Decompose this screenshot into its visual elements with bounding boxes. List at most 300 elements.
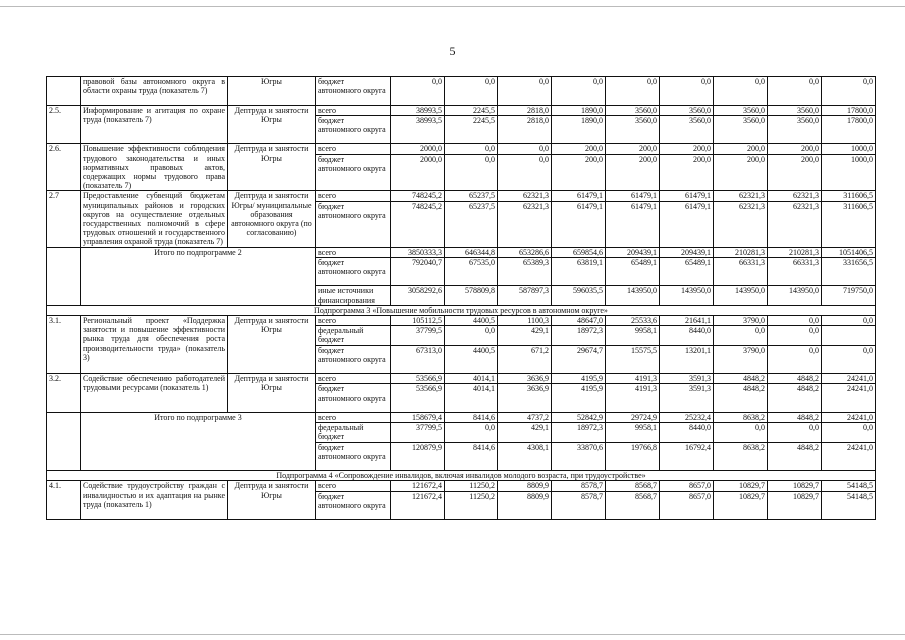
- value: 0,0: [768, 345, 821, 374]
- value-cell: [606, 247, 660, 305]
- value: 0,0: [863, 315, 873, 325]
- funding-source-label: федеральный бюджет: [316, 422, 390, 441]
- value-cell: [822, 247, 876, 305]
- table-row: [47, 191, 876, 247]
- value: 17800,0: [847, 105, 873, 115]
- item-number: 2.7: [47, 191, 81, 247]
- value: 748245,2: [391, 201, 444, 230]
- empty-num-cell: [47, 412, 81, 470]
- value: 65237,5: [469, 191, 495, 201]
- item-name: Региональный проект «Поддержка занятости и повышение эффективности рынка труда для обеспечения роста производительности труда» (показатель 3): [81, 315, 228, 373]
- funding-source-label: бюджет автономного округа: [316, 345, 390, 374]
- value: 52842,9: [577, 412, 603, 422]
- value: 8809,9: [527, 481, 549, 491]
- value: 0,0: [809, 77, 819, 86]
- value-cell: [606, 77, 660, 106]
- value-cell: [660, 374, 714, 413]
- value: 3636,9: [498, 383, 551, 412]
- value: 65489,1: [660, 257, 713, 286]
- value-cell: [445, 77, 498, 106]
- value: 4191,3: [635, 374, 657, 384]
- value-cell: [606, 481, 660, 520]
- value: 3560,0: [660, 115, 713, 144]
- value: 0,0: [485, 77, 495, 86]
- value-cell: [768, 412, 822, 470]
- value: 3058292,6: [391, 285, 444, 304]
- table-row: [47, 144, 876, 191]
- value: 719750,0: [822, 285, 875, 304]
- value: 0,0: [539, 144, 549, 154]
- item-name: Предоставление субвенций бюджетам муниципальных районов и городских округов на осуществление отдельных государственных полномочий в сфере трудовых отношений и государственного управления охраной труда (показатель 7): [81, 191, 228, 247]
- value-cell: [445, 412, 498, 470]
- item-name: Содействие обеспечению работодателей трудовыми ресурсами (показатель 1): [81, 374, 228, 413]
- value-cell: [714, 144, 768, 191]
- value: 29674,7: [552, 345, 605, 374]
- value: 200,0: [768, 154, 821, 183]
- value-cell: [660, 315, 714, 373]
- value: 9958,1: [606, 422, 659, 441]
- value: 17800,0: [822, 115, 875, 144]
- value-cell: [498, 191, 552, 247]
- value-cell: [822, 412, 876, 470]
- value-cell: [552, 144, 606, 191]
- value: 200,0: [660, 154, 713, 183]
- value: 331656,5: [822, 257, 875, 286]
- value-cell: [714, 77, 768, 106]
- table-row: [47, 481, 876, 520]
- value: 121672,4: [391, 491, 444, 520]
- value: 3560,0: [797, 105, 819, 115]
- value: 53566,9: [391, 383, 444, 412]
- value-cell: [552, 315, 606, 373]
- total-row: [47, 247, 876, 305]
- value: 143950,0: [606, 285, 659, 304]
- value: 0,0: [768, 422, 821, 441]
- value: 4014,1: [445, 383, 497, 412]
- value-cell: [552, 247, 606, 305]
- item-name: Содействие трудоустройству граждан с инвалидностью и их адаптация на рынке труда (показатель 1): [81, 481, 228, 520]
- value: 578809,8: [445, 285, 497, 304]
- value: 24241,0: [847, 374, 873, 384]
- value: 2000,0: [391, 154, 444, 183]
- value: 54148,5: [822, 491, 875, 520]
- financing-table: [46, 76, 876, 520]
- value: 0,0: [714, 325, 767, 344]
- value-cell: [660, 144, 714, 191]
- value: 25232,4: [685, 412, 711, 422]
- funding-source-label: бюджет автономного округа: [316, 115, 390, 144]
- value: 1051406,5: [839, 247, 873, 257]
- value-cell: [391, 105, 445, 144]
- table-row: [47, 374, 876, 413]
- value-cell: [822, 105, 876, 144]
- value: 209439,1: [627, 247, 657, 257]
- value: 653286,6: [519, 247, 549, 257]
- value-cell: [606, 105, 660, 144]
- value: 61479,1: [660, 201, 713, 230]
- total-label: Итого по подпрограмме 3: [81, 412, 316, 470]
- value: 8568,7: [635, 481, 657, 491]
- table-row: [47, 77, 876, 106]
- funding-source-label: всего: [318, 412, 337, 422]
- value-cell: [768, 374, 822, 413]
- value-cell: [714, 247, 768, 305]
- value: 587897,3: [498, 285, 551, 304]
- value: 38993,5: [416, 105, 442, 115]
- value: 200,0: [606, 154, 659, 183]
- value-cell: [768, 105, 822, 144]
- value: 48647,0: [577, 315, 603, 325]
- value-cell: [768, 191, 822, 247]
- item-number: 2.6.: [47, 144, 81, 191]
- value: 65389,3: [498, 257, 551, 286]
- value: 311606,5: [822, 201, 875, 230]
- item-number: [47, 77, 81, 106]
- value: 158679,4: [412, 412, 442, 422]
- value: 21641,1: [685, 315, 711, 325]
- value: 4400,5: [473, 315, 495, 325]
- value: 209439,1: [681, 247, 711, 257]
- value: 16792,4: [660, 442, 713, 471]
- value: 0,0: [485, 144, 495, 154]
- scan-edge-bottom: [0, 634, 905, 635]
- value-cell: [445, 105, 498, 144]
- value: 10829,7: [739, 481, 765, 491]
- value: 429,1: [498, 422, 551, 441]
- value: 200,0: [639, 144, 657, 154]
- value: 143950,0: [768, 285, 821, 304]
- value: 33870,6: [552, 442, 605, 471]
- funding-source-label: всего: [318, 191, 337, 201]
- funding-source-label: всего: [318, 374, 337, 384]
- funding-source: [316, 191, 391, 247]
- funding-source: [316, 105, 391, 144]
- value: 105112,5: [412, 315, 442, 325]
- value: 67535,0: [445, 257, 497, 286]
- value: 1890,0: [552, 115, 605, 144]
- value-cell: [498, 77, 552, 106]
- value: 13201,1: [660, 345, 713, 374]
- funding-source-label: всего: [318, 315, 337, 325]
- value: 19766,8: [606, 442, 659, 471]
- item-name: правовой базы автономного округа в области охраны труда (показатель 7): [81, 77, 228, 106]
- value-cell: [391, 374, 445, 413]
- value: 24241,0: [822, 383, 875, 412]
- funding-source: [316, 481, 391, 520]
- value: 1100,3: [527, 315, 549, 325]
- value: 429,1: [498, 325, 551, 344]
- value: 8440,0: [660, 325, 713, 344]
- value: 37799,5: [391, 325, 444, 344]
- value-cell: [660, 247, 714, 305]
- value-cell: [552, 77, 606, 106]
- total-label: Итого по подпрограмме 2: [81, 247, 316, 305]
- value: 8657,0: [660, 491, 713, 520]
- value: 0,0: [755, 77, 765, 86]
- value: 0,0: [822, 422, 875, 441]
- value: 8638,2: [743, 412, 765, 422]
- value-cell: [445, 315, 498, 373]
- value: 200,0: [714, 154, 767, 183]
- value: 200,0: [693, 144, 711, 154]
- executor: Дептруда и занятости Югры: [228, 481, 316, 520]
- value: 120879,9: [391, 442, 444, 471]
- value-cell: [391, 144, 445, 191]
- value-cell: [552, 481, 606, 520]
- value-cell: [445, 481, 498, 520]
- value: 748245,2: [412, 191, 442, 201]
- funding-source-label: иные источники финансирования: [316, 285, 390, 304]
- value-cell: [445, 144, 498, 191]
- value-cell: [606, 315, 660, 373]
- value-cell: [768, 247, 822, 305]
- value-cell: [391, 412, 445, 470]
- value-cell: [606, 374, 660, 413]
- value: 3850333,3: [408, 247, 442, 257]
- value: 121672,4: [412, 481, 442, 491]
- value-cell: [498, 247, 552, 305]
- value: 4191,3: [606, 383, 659, 412]
- value-cell: [768, 77, 822, 106]
- value: 3636,9: [527, 374, 549, 384]
- value: 671,2: [498, 345, 551, 374]
- value: 10829,7: [768, 491, 821, 520]
- value: 4848,2: [768, 383, 821, 412]
- value: 4400,5: [445, 345, 497, 374]
- funding-source-label: всего: [318, 481, 337, 491]
- value: 3560,0: [768, 115, 821, 144]
- value: 200,0: [585, 144, 603, 154]
- value: 3560,0: [743, 105, 765, 115]
- value-cell: [714, 374, 768, 413]
- value: 0,0: [822, 345, 875, 374]
- value: 11250,2: [445, 491, 497, 520]
- value-cell: [660, 191, 714, 247]
- value-cell: [606, 144, 660, 191]
- value: 62321,3: [498, 201, 551, 230]
- value: 66331,3: [714, 257, 767, 286]
- value: 8414,6: [445, 442, 497, 471]
- value: 4848,2: [768, 442, 821, 471]
- value: 0,0: [809, 315, 819, 325]
- item-number: 3.1.: [47, 315, 81, 373]
- funding-source-label: федеральный бюджет: [316, 325, 390, 344]
- item-name: Повышение эффективности соблюдения трудового законодательства и иных нормативных правовых актов, содержащих нормы трудового права (показатель 7): [81, 144, 228, 191]
- value: 2245,5: [473, 105, 495, 115]
- value: [822, 325, 875, 344]
- value: 8578,7: [552, 491, 605, 520]
- value: 143950,0: [714, 285, 767, 304]
- value-cell: [660, 481, 714, 520]
- value: 67313,0: [391, 345, 444, 374]
- value-cell: [606, 191, 660, 247]
- value: 37799,5: [391, 422, 444, 441]
- value: 15575,5: [606, 345, 659, 374]
- value: 62321,3: [714, 201, 767, 230]
- value-cell: [822, 191, 876, 247]
- value-cell: [445, 191, 498, 247]
- value-cell: [498, 315, 552, 373]
- value: 210281,3: [789, 247, 819, 257]
- value: 200,0: [552, 154, 605, 183]
- value-cell: [391, 315, 445, 373]
- value: 3790,0: [743, 315, 765, 325]
- executor: Дептруда и занятости Югры: [228, 315, 316, 373]
- value-cell: [552, 412, 606, 470]
- value: 0,0: [498, 154, 551, 183]
- value: 54148,5: [847, 481, 873, 491]
- table-row: [47, 315, 876, 373]
- value-cell: [660, 412, 714, 470]
- value-cell: [660, 105, 714, 144]
- value: 311606,5: [843, 191, 873, 201]
- value: 3560,0: [714, 115, 767, 144]
- value-cell: [822, 144, 876, 191]
- value: 8809,9: [498, 491, 551, 520]
- item-number: 4.1.: [47, 481, 81, 520]
- value-cell: [606, 412, 660, 470]
- value: 61479,1: [577, 191, 603, 201]
- funding-source-label: всего: [318, 247, 337, 257]
- funding-source: [316, 412, 391, 470]
- value: 62321,3: [739, 191, 765, 201]
- value-cell: [552, 191, 606, 247]
- value: 0,0: [539, 77, 549, 86]
- value: 200,0: [747, 144, 765, 154]
- value: 0,0: [863, 77, 873, 86]
- value: 24241,0: [847, 412, 873, 422]
- funding-source: [316, 374, 391, 413]
- value: 8568,7: [606, 491, 659, 520]
- value: 3560,0: [606, 115, 659, 144]
- value: 65489,1: [606, 257, 659, 286]
- value-cell: [391, 481, 445, 520]
- executor: Дептруда и занятости Югры: [228, 105, 316, 144]
- value: 18972,3: [552, 325, 605, 344]
- value: 38993,5: [391, 115, 444, 144]
- value: 62321,3: [793, 191, 819, 201]
- value: 10829,7: [793, 481, 819, 491]
- funding-source-label: бюджет автономного округа: [316, 383, 390, 412]
- value-cell: [391, 191, 445, 247]
- value-cell: [822, 315, 876, 373]
- funding-source: [316, 315, 391, 373]
- value: 11250,2: [469, 481, 495, 491]
- value: 61479,1: [606, 201, 659, 230]
- value-cell: [498, 105, 552, 144]
- value: 3560,0: [635, 105, 657, 115]
- value: 4848,2: [797, 412, 819, 422]
- value-cell: [768, 144, 822, 191]
- section-title: Подпрограмма 4 «Сопровождение инвалидов, включая инвалидов молодого возраста, при трудоустройстве»: [47, 471, 876, 481]
- value: 1000,0: [822, 154, 875, 183]
- value: 53566,9: [416, 374, 442, 384]
- value: 1000,0: [851, 144, 873, 154]
- value: 3591,3: [689, 374, 711, 384]
- item-name: Информирование и агитация по охране труда (показатель 7): [81, 105, 228, 144]
- section-row: [47, 305, 876, 315]
- value-cell: [714, 105, 768, 144]
- value: 29724,9: [631, 412, 657, 422]
- value-cell: [714, 191, 768, 247]
- empty-num-cell: [47, 247, 81, 305]
- value: 143950,0: [660, 285, 713, 304]
- value: 659854,6: [573, 247, 603, 257]
- value: 2818,0: [527, 105, 549, 115]
- value: 0,0: [432, 77, 442, 86]
- value-cell: [552, 374, 606, 413]
- funding-source-label: всего: [318, 105, 337, 115]
- value: 3591,3: [660, 383, 713, 412]
- value-cell: [445, 374, 498, 413]
- value-cell: [714, 315, 768, 373]
- value-cell: [498, 144, 552, 191]
- value: 0,0: [445, 154, 497, 183]
- value-cell: [822, 374, 876, 413]
- table-row: [47, 105, 876, 144]
- executor: Дептруда и занятости Югры: [228, 374, 316, 413]
- executor: Дептруда и занятости Югры: [228, 144, 316, 191]
- value: 0,0: [445, 325, 497, 344]
- value-cell: [445, 247, 498, 305]
- section-row: [47, 471, 876, 481]
- value: 0,0: [768, 325, 821, 344]
- value-cell: [768, 481, 822, 520]
- value: 8657,0: [689, 481, 711, 491]
- funding-source-label: бюджет автономного округа: [316, 154, 390, 183]
- value: 10829,7: [714, 491, 767, 520]
- value: 2000,0: [420, 144, 442, 154]
- funding-source-label: бюджет автономного округа: [316, 257, 390, 286]
- value-cell: [391, 77, 445, 106]
- funding-source: [316, 247, 391, 305]
- value: 4308,1: [498, 442, 551, 471]
- executor: Югры: [228, 77, 316, 106]
- funding-source-label: бюджет автономного округа: [316, 442, 390, 471]
- value: 62321,3: [768, 201, 821, 230]
- value: 24241,0: [822, 442, 875, 471]
- scan-edge-top: [0, 6, 905, 7]
- value-cell: [714, 412, 768, 470]
- item-number: 2.5.: [47, 105, 81, 144]
- value: 792040,7: [391, 257, 444, 286]
- value-cell: [391, 247, 445, 305]
- funding-source-label: бюджет автономного округа: [318, 77, 386, 96]
- value: 596035,5: [552, 285, 605, 304]
- value: 8414,6: [473, 412, 495, 422]
- value: 0,0: [593, 77, 603, 86]
- value-cell: [822, 77, 876, 106]
- value: 4195,9: [552, 383, 605, 412]
- value: 4195,9: [581, 374, 603, 384]
- value: 4848,2: [714, 383, 767, 412]
- value: 0,0: [445, 422, 497, 441]
- value: 61479,1: [552, 201, 605, 230]
- value: 210281,3: [735, 247, 765, 257]
- value: 2245,5: [445, 115, 497, 144]
- value: 0,0: [647, 77, 657, 86]
- value: 646344,8: [465, 247, 495, 257]
- value: 65237,5: [445, 201, 497, 230]
- page-number: 5: [449, 44, 456, 58]
- funding-source: [316, 144, 391, 191]
- value: 4848,2: [743, 374, 765, 384]
- value: 8440,0: [660, 422, 713, 441]
- item-number: 3.2.: [47, 374, 81, 413]
- value-cell: [714, 481, 768, 520]
- value: 4848,2: [797, 374, 819, 384]
- value-cell: [498, 412, 552, 470]
